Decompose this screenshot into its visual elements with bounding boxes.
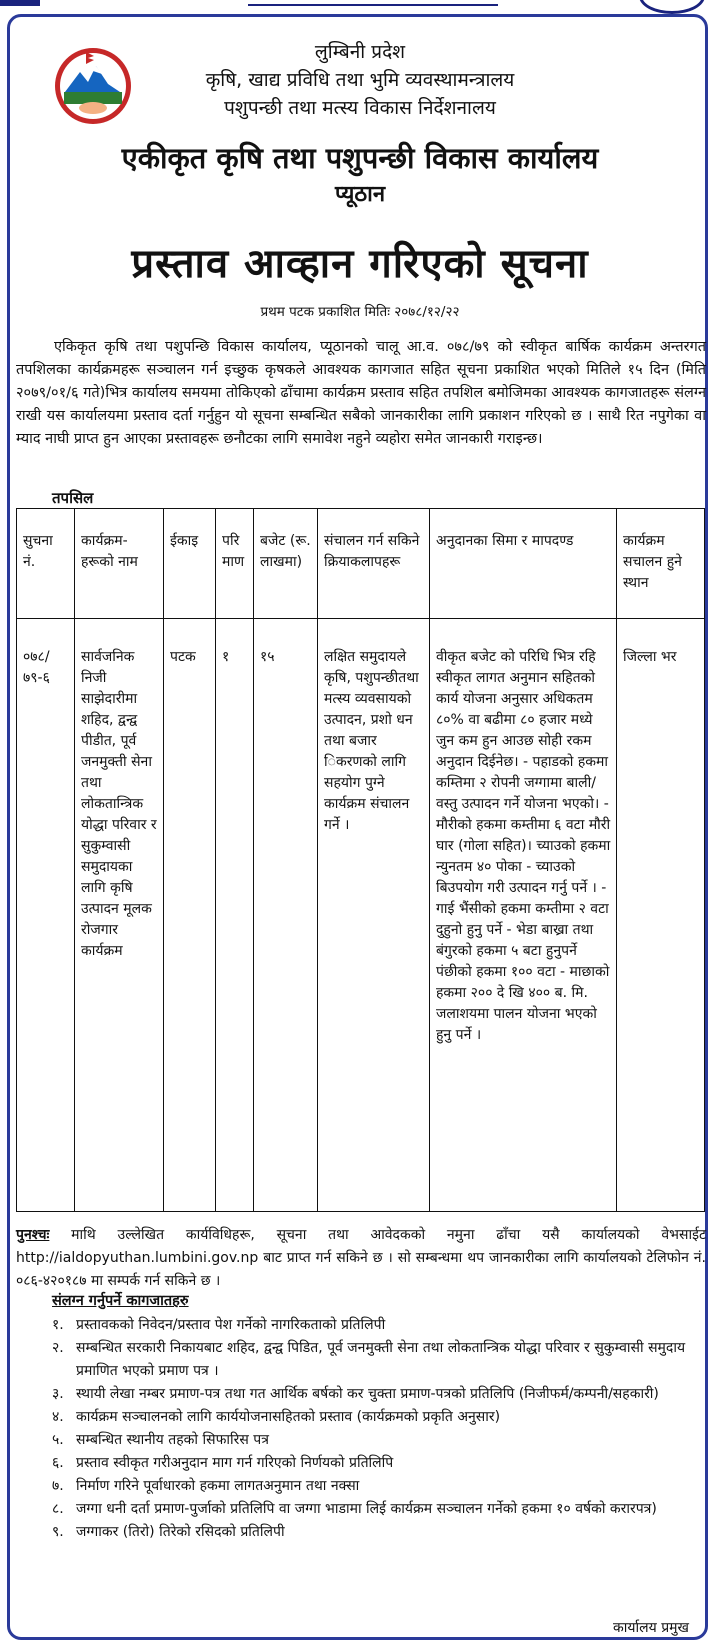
list-item-number: ५. [52, 1432, 64, 1448]
corner-curve-decoration [639, 0, 705, 14]
program-table [16, 508, 705, 1212]
list-item [16, 1452, 706, 1475]
cell-unit: पटक [164, 619, 216, 1212]
top-line-decoration [248, 0, 498, 6]
cell-quantity: १ [216, 619, 254, 1212]
notice-title: प्रस्ताव आव्हान गरिएको सूचना [131, 241, 589, 287]
list-item-number: १. [52, 1317, 64, 1333]
cell-location: जिल्ला भर [617, 619, 705, 1212]
list-item-text: प्रस्तावकको निवेदन/प्रस्ताव पेश गर्नेको नागरिकताको प्रतिलिपी [76, 1317, 386, 1333]
published-date: प्रथम पटक प्रकाशित मितिः २०७८/१२/२२ [260, 304, 460, 320]
attachments-list [16, 1314, 706, 1544]
office-name: एकीकृत कृषि तथा पशुपन्छी विकास कार्यालय [121, 141, 599, 175]
list-item [16, 1383, 706, 1406]
table-header-row [17, 509, 705, 619]
col-quantity: परि माण [216, 509, 254, 619]
list-item-number: ८. [52, 1501, 64, 1517]
details-label: तपसिल [52, 489, 94, 507]
postscript [16, 1224, 706, 1293]
list-item [16, 1498, 706, 1521]
directorate-name: पशुपन्छी तथा मत्स्य विकास निर्देशनालय [224, 97, 496, 119]
list-item [16, 1314, 706, 1337]
list-item-number: ९. [52, 1524, 64, 1540]
col-location: कार्यक्रम सचालन हुने स्थान [617, 509, 705, 619]
col-program-name: कार्यक्रम-हरूको नाम [75, 509, 164, 619]
list-item-text: सम्बन्धित सरकारी निकायबाट शहिद, द्वन्द्व पिडित, पूर्व जनमुक्ती सेना तथा लोकतान्त्रिक योद्धा परिवार र सुकुम्वासी समुदाय प्रमाणित भएको प्रमाण पत्र । [76, 1340, 686, 1379]
cell-activities: लक्षित समुदायले कृषि, पशुपन्छीतथा मत्स्य व्यवसायको उत्पादन, प्रशो धन तथा बजार िकरणको लागि सहयोग पुग्ने कार्यक्रम संचालन गर्ने । [318, 619, 430, 1212]
list-item-text: जग्गाकर (तिरो) तिरेको रसिदको प्रतिलिपी [76, 1524, 285, 1540]
col-unit: ईकाइ [164, 509, 216, 619]
list-item-number: २. [52, 1340, 64, 1356]
list-item-text: सम्बन्धित स्थानीय तहको सिफारिस पत्र [76, 1432, 269, 1448]
list-item-text: निर्माण गरिने पूर्वाधारको हकमा लागतअनुमान तथा नक्सा [76, 1478, 360, 1494]
cell-program: सार्वजनिक निजी साझेदारीमा शहिद, द्वन्द्व पीडीत, पूर्व जनमुक्ती सेना तथा लोकतान्त्रिक योद्धा परिवार र सुकुम्वासी समुदायका लागि कृषि उत्पादन मूलक रोजगार कार्यक्रम [75, 619, 164, 1212]
cell-notice-no: ०७८/ ७९-६ [17, 619, 75, 1212]
list-item-text: कार्यक्रम सञ्चालनको लागि कार्ययोजनासहितको प्रस्ताव (कार्यक्रमको प्रकृति अनुसार) [76, 1409, 501, 1425]
top-strip [0, 0, 719, 14]
list-item-number: ३. [52, 1386, 64, 1402]
col-criteria: अनुदानका सिमा र मापदण्ड [430, 509, 617, 619]
col-notice-no: सुचना नं. [17, 509, 75, 619]
nepal-emblem-icon [50, 44, 136, 126]
col-budget: बजेट (रू. लाखमा) [254, 509, 318, 619]
list-item [16, 1406, 706, 1429]
postscript-text: माथि उल्लेखित कार्यविधिहरू, सूचना तथा आवेदकको नमुना ढाँचा यसै कार्यालयको वेभसाईट http://ialdopyuthan.lumbini.gov.np बाट प्राप्त गर्न सकिने छ । सो सम्बन्धमा थप जानकारीका लागि कार्यालयको टेलिफोन नं. ०८६-४२०१८७ मा सम्पर्क गर्न सकिने छ । [16, 1227, 706, 1289]
postscript-label: पुनश्चः [16, 1227, 50, 1243]
list-item-text: जग्गा धनी दर्ता प्रमाण-पुर्जाको प्रतिलिपि वा जग्गा भाडामा लिई कार्यक्रम सञ्चालन गर्नेको हकमा १० वर्षको करारपत्र) [76, 1501, 657, 1517]
district-name: प्यूठान [334, 182, 386, 207]
col-activities: संचालन गर्न सकिने क्रियाकलापहरू [318, 509, 430, 619]
list-item-text: प्रस्ताव स्वीकृत गरीअनुदान माग गर्न गरिएको निर्णयको प्रतिलिपि [76, 1455, 394, 1471]
cell-criteria: वीकृत बजेट को परिधि भित्र रहि स्वीकृत लागत अनुमान सहितको कार्य योजना अनुसार अधिकतम ८०% वा बढीमा ८० हजार मध्ये जुन कम हुन आउछ सोही रकम अनुदान दिईनेछ। - पहाडको हकमा कम्तिमा २ रोपनी जग्गामा बाली/वस्तु उत्पादन गर्ने योजना भएको। - मौरीको हकमा कम्तीमा ६ वटा मौरी घार (गोला सहित)। च्याउको हकमा न्युनतम ४० पोका - च्याउको बिउपयोग गरी उत्पादन गर्नु पर्ने । - गाई भैंसीको हकमा कम्तीमा २ वटा दुहुनो हुनु पर्ने - भेडा बाख्रा तथा बंगुरको हकमा ५ बटा हुनुपर्ने पंछीको हकमा १०० वटा - माछाको हकमा २०० दे खि ४०० ब. मि. जलाशयमा पालन योजना भएको हुनु पर्ने । [430, 619, 617, 1212]
list-item [16, 1429, 706, 1452]
top-bar-decoration [0, 0, 40, 6]
list-item-number: ७. [52, 1478, 64, 1494]
ministry-name: कृषि, खाद्य प्रविधि तथा भुमि व्यवस्थामन्त्रालय [205, 69, 515, 91]
table-row [17, 619, 705, 1212]
list-item [16, 1337, 706, 1383]
signature-label: कार्यालय प्रमुख [613, 1620, 689, 1636]
province-name: लुम्बिनी प्रदेश [314, 41, 406, 63]
list-item [16, 1521, 706, 1544]
list-item-text: स्थायी लेखा नम्बर प्रमाण-पत्र तथा गत आर्थिक बर्षको कर चुक्ता प्रमाण-पत्रको प्रतिलिपि (निजीफर्म/कम्पनी/सहकारी) [76, 1386, 659, 1402]
list-item-number: ६. [52, 1455, 64, 1471]
attachments-title: संलग्न गर्नुपर्ने कागजातहरु [52, 1293, 189, 1309]
list-item [16, 1475, 706, 1498]
notice-body: एकिकृत कृषि तथा पशुपन्छि विकास कार्यालय, प्यूठानको चालू आ.व. ०७८/७९ को स्वीकृत बार्षिक कार्यक्रम अन्तरगत तपशिलका कार्यक्रमहरू सञ्चालन गर्न इच्छुक कृषकले आवश्यक कागजात सहित सूचना प्रकाशित भएको मितिले १५ दिन (मिति २०७९/०१/६ गते)भित्र कार्यालय समयमा तोकिएको ढाँचामा कार्यक्रम प्रस्ताव सहित तपशिल बमोजिमका आवश्यक कागजातहरू संलग्न राखी यस कार्यालयमा प्रस्ताव दर्ता गर्नुहुन यो सूचना सम्बन्धित सबैको जानकारीका लागि प्रकाशन गरिएको छ । साथै रित नपुगेका वा म्याद नाघी प्राप्त हुन आएका प्रस्तावहरू छनौटका लागि समावेश नहुने व्यहोरा समेत जानकारी गराइन्छ। [16, 339, 706, 447]
cell-budget: १५ [254, 619, 318, 1212]
list-item-number: ४. [52, 1409, 64, 1425]
